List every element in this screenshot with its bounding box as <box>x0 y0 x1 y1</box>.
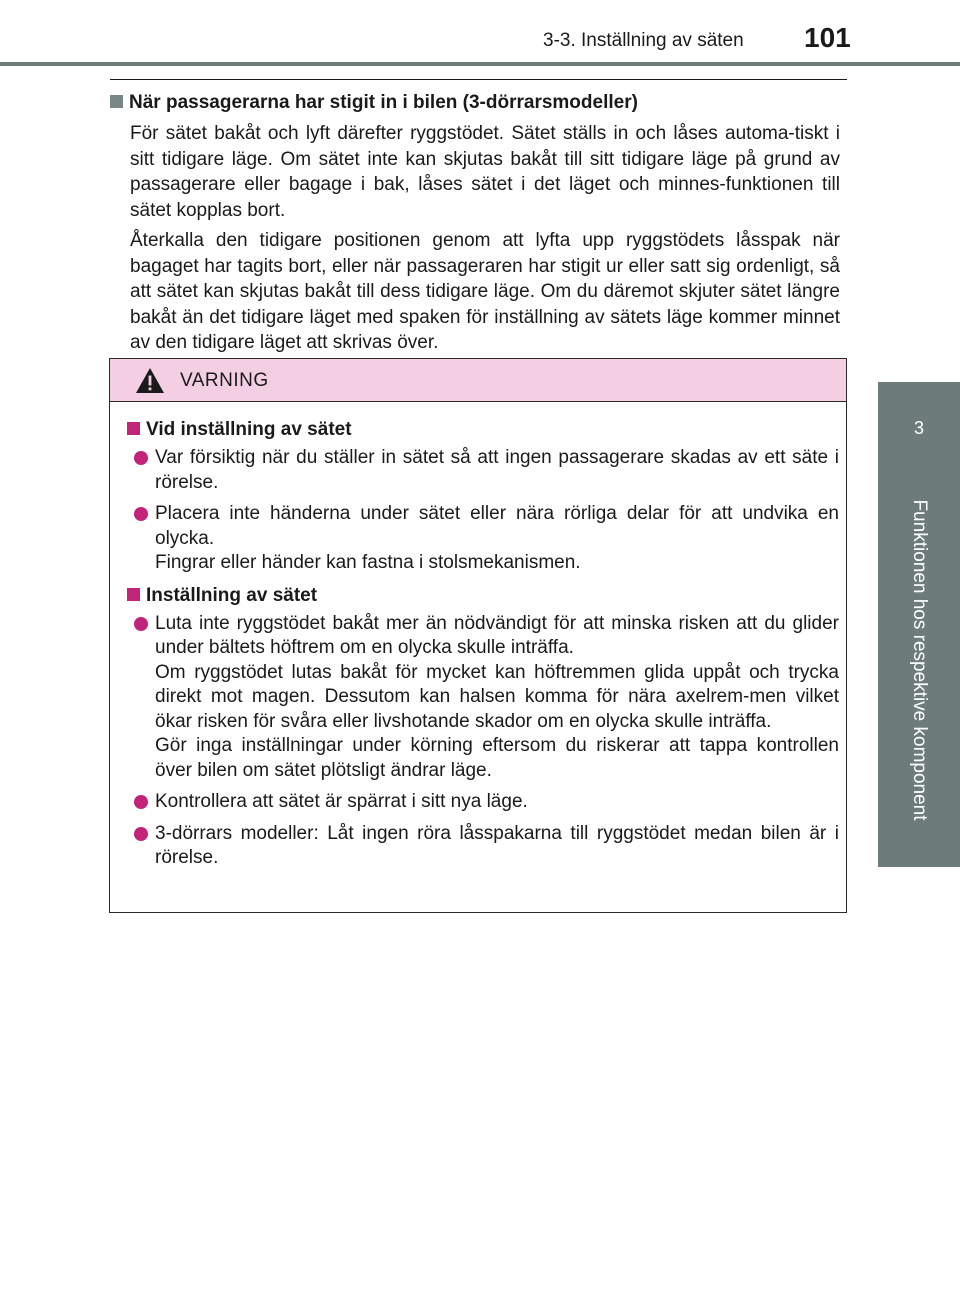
warning-item <box>127 502 839 576</box>
warning-item-text: Kontrollera att sätet är spärrat i sitt nya läge. <box>155 791 528 812</box>
warning-item-text: Gör inga inställningar under körning eftersom du riskerar att tappa kontrollen över bilen om sätet plötsligt ändrar läge. <box>155 735 839 781</box>
warning-item-text: Fingrar eller händer kan fastna i stolsmekanismen. <box>155 552 581 573</box>
paragraph: Återkalla den tidigare positionen genom att lyfta upp ryggstödets låsspak när bagaget har tagits bort, eller när passageraren har stigit ur eller satt sig ordenligt, så att sätet kan skjutas bakåt till dess tidigare läge. Om du däremot skjuter sätet längre bakåt än det tidigare läget med spaken för inställning av sätets läge kommer minnet av den tidigare läget att skrivas över. <box>130 230 840 353</box>
warning-item-text: Var försiktig när du ställer in sätet så att ingen passagerare skadas av ett säte i rörelse. <box>155 447 839 493</box>
warning-item <box>127 446 839 495</box>
section-heading <box>110 91 847 115</box>
header-divider <box>0 62 960 66</box>
section-title: 3-3. Inställning av säten <box>543 30 744 51</box>
warning-item-text: Om ryggstödet lutas bakåt för mycket kan höftremmen glida uppåt och trycka direkt mot magen. Dessutom kan halsen komma för nära axelrem-men vilket ökar risken för svåra eller livshotande skador om en olycka skulle inträffa. <box>155 661 839 732</box>
warning-item-text: Luta inte ryggstödet bakåt mer än nödvändigt för att minska risken att du glider under bältets höftrem om en olycka skulle inträffa. <box>155 612 839 658</box>
round-bullet-icon <box>134 795 148 809</box>
warning-section-title-text: Vid inställning av sätet <box>146 419 352 440</box>
paragraph: För sätet bakåt och lyft därefter ryggstödet. Sätet ställs in och låses automa-tiskt i sitt tidigare läge. Om sätet inte kan skjutas bakåt till sitt tidigare läge på grund av passagerare eller bagage i bak, låses sätet i det läget och minnes-funktionen till sätet kopplas bort. <box>130 123 840 221</box>
warning-item-text: 3-dörrars modeller: Låt ingen röra låsspakarna till ryggstödet medan bilen är i rörelse. <box>155 822 839 868</box>
square-bullet-icon <box>127 588 140 601</box>
chapter-label: Funktionen hos respektive komponent <box>909 499 930 821</box>
warning-item <box>127 612 839 784</box>
section-heading-text: När passagerarna har stigit in i bilen (3-dörrarsmodeller) <box>129 92 638 113</box>
warning-title: VARNING <box>180 370 269 391</box>
round-bullet-icon <box>134 507 148 521</box>
warning-box <box>109 358 847 913</box>
page-header <box>0 0 960 62</box>
page-number: 101 <box>804 22 851 53</box>
warning-section <box>127 417 839 576</box>
content-divider <box>110 79 847 80</box>
warning-header <box>110 359 846 402</box>
round-bullet-icon <box>134 827 148 841</box>
warning-triangle-icon <box>135 367 165 394</box>
warning-section-title-text: Inställning av sätet <box>146 584 318 606</box>
square-bullet-icon <box>110 95 123 108</box>
square-bullet-icon <box>127 422 140 435</box>
warning-section-title <box>127 417 839 443</box>
round-bullet-icon <box>134 451 148 465</box>
warning-item <box>127 822 839 871</box>
warning-section <box>127 583 839 871</box>
warning-section-title <box>127 583 839 609</box>
warning-item <box>127 790 839 815</box>
round-bullet-icon <box>134 617 148 631</box>
chapter-number: 3 <box>913 418 924 438</box>
warning-item-text: Placera inte händerna under sätet eller nära rörliga delar för att undvika en olycka. <box>155 503 839 549</box>
warning-body <box>110 417 846 878</box>
